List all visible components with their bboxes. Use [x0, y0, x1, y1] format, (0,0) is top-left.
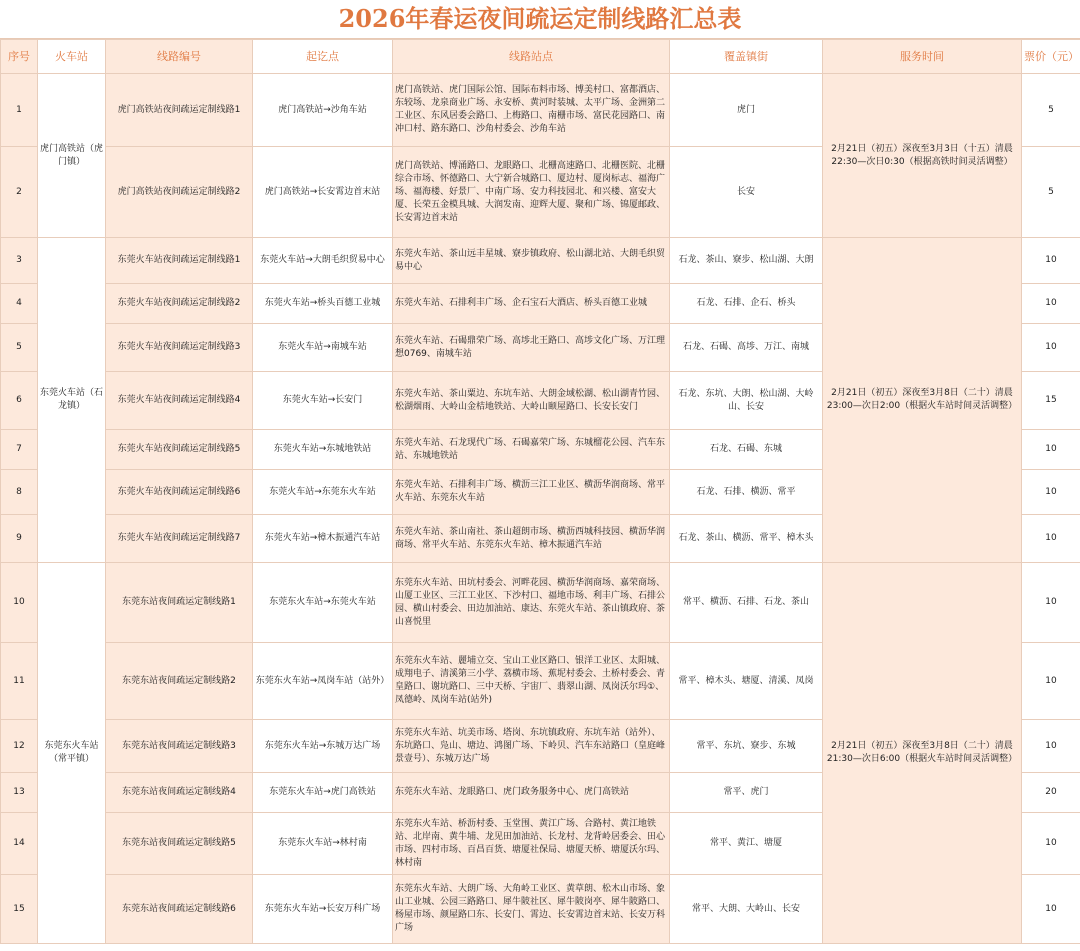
route-stops: 东莞东火车站、龙眼路口、虎门政务服务中心、虎门高铁站: [393, 773, 670, 813]
route-code: 东莞东站夜间疏运定制线路4: [106, 773, 253, 813]
route-price: 10: [1022, 470, 1080, 515]
route-stops: 虎门高铁站、虎门国际公馆、国际布料市场、博美村口、富都酒店、东较场、龙泉商业广场、永安桥、黄河时装城、太平广场、金洲第二工业区、东风居委会路口、上梅路口、南栅市场、富民花园路口、南冲口村、路东路口、沙角村委会、沙角车站: [393, 74, 670, 147]
row-seq: 3: [1, 238, 38, 284]
route-stops: 虎门高铁站、博涌路口、龙眼路口、北栅高速路口、北栅医院、北栅综合市场、怀德路口、大宁新合城路口、厦边村、厦岗标志、福海广场、福海楼、好景厂、中南广场、安力科技园北、和兴楼、富安大厦、长荣五金模具城、大润发南、迎辉大厦、聚和广场、锦厦邮政、长安霄边首末站: [393, 147, 670, 238]
route-price: 10: [1022, 875, 1080, 944]
row-seq: 12: [1, 720, 38, 773]
route-table: [0, 39, 1080, 944]
route-price: 10: [1022, 284, 1080, 324]
route-endpoints: 东莞东火车站→虎门高铁站: [253, 773, 393, 813]
header-stops: 线路站点: [393, 40, 670, 74]
route-code: 东莞东站夜间疏运定制线路6: [106, 875, 253, 944]
header-row: [1, 40, 1080, 74]
route-endpoints: 东莞火车站→长安门: [253, 372, 393, 430]
route-price: 5: [1022, 74, 1080, 147]
row-seq: 4: [1, 284, 38, 324]
route-code: 东莞火车站夜间疏运定制线路1: [106, 238, 253, 284]
route-endpoints: 东莞火车站→桥头百德工业城: [253, 284, 393, 324]
route-stops: 东莞火车站、茶山南社、茶山超朗市场、横沥西城科技园、横沥华润商场、常平火车站、东莞东火车站、樟木振通汽车站: [393, 515, 670, 563]
route-endpoints: 东莞东火车站→凤岗车站（站外）: [253, 643, 393, 720]
route-price: 10: [1022, 238, 1080, 284]
route-towns: 常平、黄江、塘厦: [670, 813, 823, 875]
row-seq: 8: [1, 470, 38, 515]
service-time-cell: 2月21日（初五）深夜至3月3日（十五）清晨22:30—次日0:30（根据高铁时间灵活调整）: [823, 74, 1022, 238]
table-title: 2026年春运夜间疏运定制线路汇总表: [0, 0, 1080, 39]
route-code: 东莞火车站夜间疏运定制线路5: [106, 430, 253, 470]
table-row: [1, 238, 1080, 284]
route-towns: 石龙、茶山、横沥、常平、樟木头: [670, 515, 823, 563]
route-stops: 东莞火车站、茶山粟边、东坑车站、大朗金域松湖、松山湖青竹园、松湖烟雨、大岭山金桔地铁站、大岭山颐屋路口、长安长安门: [393, 372, 670, 430]
route-towns: 常平、横沥、石排、石龙、茶山: [670, 563, 823, 643]
route-price: 10: [1022, 563, 1080, 643]
route-towns: 石龙、东坑、大朗、松山湖、大岭山、长安: [670, 372, 823, 430]
route-stops: 东莞火车站、石碣鼎荣广场、高埗北王路口、高埗文化广场、万江理想0769、南城车站: [393, 324, 670, 372]
route-price: 10: [1022, 813, 1080, 875]
route-stops: 东莞火车站、茶山远丰星城、寮步镇政府、松山湖北站、大朗毛织贸易中心: [393, 238, 670, 284]
route-price: 10: [1022, 720, 1080, 773]
route-code: 东莞东站夜间疏运定制线路3: [106, 720, 253, 773]
route-endpoints: 东莞火车站→大朗毛织贸易中心: [253, 238, 393, 284]
route-code: 东莞火车站夜间疏运定制线路7: [106, 515, 253, 563]
route-towns: 石龙、石排、横沥、常平: [670, 470, 823, 515]
header-towns: 覆盖镇街: [670, 40, 823, 74]
route-endpoints: 东莞火车站→樟木振通汽车站: [253, 515, 393, 563]
route-stops: 东莞火车站、石排利丰广场、企石宝石大酒店、桥头百德工业城: [393, 284, 670, 324]
header-time: 服务时间: [823, 40, 1022, 74]
row-seq: 2: [1, 147, 38, 238]
route-towns: 常平、虎门: [670, 773, 823, 813]
route-towns: 石龙、石排、企石、桥头: [670, 284, 823, 324]
row-seq: 15: [1, 875, 38, 944]
station-cell: 虎门高铁站（虎门镇）: [38, 74, 106, 238]
row-seq: 10: [1, 563, 38, 643]
header-price: 票价（元）: [1022, 40, 1080, 74]
route-code: 东莞东站夜间疏运定制线路2: [106, 643, 253, 720]
route-endpoints: 虎门高铁站→长安霄边首末站: [253, 147, 393, 238]
table-row: [1, 563, 1080, 643]
route-price: 15: [1022, 372, 1080, 430]
route-code: 虎门高铁站夜间疏运定制线路1: [106, 74, 253, 147]
header-code: 线路编号: [106, 40, 253, 74]
row-seq: 14: [1, 813, 38, 875]
route-code: 东莞火车站夜间疏运定制线路3: [106, 324, 253, 372]
route-towns: 虎门: [670, 74, 823, 147]
table-row: [1, 74, 1080, 147]
route-endpoints: 东莞火车站→南城车站: [253, 324, 393, 372]
route-price: 5: [1022, 147, 1080, 238]
route-towns: 常平、大朗、大岭山、长安: [670, 875, 823, 944]
route-price: 20: [1022, 773, 1080, 813]
route-code: 东莞东站夜间疏运定制线路1: [106, 563, 253, 643]
route-towns: 常平、樟木头、塘厦、清溪、凤岗: [670, 643, 823, 720]
row-seq: 11: [1, 643, 38, 720]
route-price: 10: [1022, 515, 1080, 563]
service-time-cell: 2月21日（初五）深夜至3月8日（二十）清晨23:00—次日2:00（根据火车站时间灵活调整）: [823, 238, 1022, 563]
station-cell: 东莞火车站（石龙镇）: [38, 238, 106, 563]
route-stops: 东莞火车站、石龙现代广场、石碣嘉荣广场、东城榴花公园、汽车东站、东城地铁站: [393, 430, 670, 470]
row-seq: 1: [1, 74, 38, 147]
route-price: 10: [1022, 324, 1080, 372]
route-endpoints: 东莞东火车站→东莞火车站: [253, 563, 393, 643]
route-code: 东莞火车站夜间疏运定制线路2: [106, 284, 253, 324]
row-seq: 5: [1, 324, 38, 372]
route-endpoints: 东莞东火车站→东城万达广场: [253, 720, 393, 773]
header-seq: 序号: [1, 40, 38, 74]
route-endpoints: 东莞东火车站→长安万科广场: [253, 875, 393, 944]
route-stops: 东莞东火车站、田坑村委会、河畔花园、横沥华润商场、嘉荣商场、山厦工业区、三江工业区、下沙村口、福地市场、利丰广场、石排公园、横山村委会、田边加油站、康达、东莞火车站、茶山镇政府、茶山喜悦里: [393, 563, 670, 643]
route-towns: 常平、东坑、寮步、东城: [670, 720, 823, 773]
route-endpoints: 东莞火车站→东莞东火车站: [253, 470, 393, 515]
route-towns: 石龙、石碣、高埗、万江、南城: [670, 324, 823, 372]
route-code: 东莞火车站夜间疏运定制线路6: [106, 470, 253, 515]
route-towns: 长安: [670, 147, 823, 238]
route-stops: 东莞东火车站、大朗广场、大角岭工业区、黄草朗、松木山市场、象山工业城、公园三路路口、犀牛陂社区、犀牛陂岗亭、犀牛陂路口、杨屋市场、颜屋路口东、长安门、霄边、长安霄边首末站、长安万科广场: [393, 875, 670, 944]
row-seq: 7: [1, 430, 38, 470]
route-towns: 石龙、茶山、寮步、松山湖、大朗: [670, 238, 823, 284]
route-towns: 石龙、石碣、东城: [670, 430, 823, 470]
service-time-cell: 2月21日（初五）深夜至3月8日（二十）清晨21:30—次日6:00（根据火车站时间灵活调整）: [823, 563, 1022, 944]
route-stops: 东莞东火车站、桥沥村委、玉堂围、黄江广场、合路村、黄江地铁站、北岸南、黄牛埔、龙见田加油站、长龙村、龙背岭居委会、田心市场、四村市场、百昌百货、塘厦社保局、塘厦天桥、塘厦沃尔玛、林村南: [393, 813, 670, 875]
row-seq: 9: [1, 515, 38, 563]
route-price: 10: [1022, 643, 1080, 720]
route-endpoints: 东莞东火车站→林村南: [253, 813, 393, 875]
route-code: 东莞东站夜间疏运定制线路5: [106, 813, 253, 875]
route-code: 东莞火车站夜间疏运定制线路4: [106, 372, 253, 430]
route-code: 虎门高铁站夜间疏运定制线路2: [106, 147, 253, 238]
row-seq: 13: [1, 773, 38, 813]
route-stops: 东莞火车站、石排利丰广场、横沥三江工业区、横沥华润商场、常平火车站、东莞东火车站: [393, 470, 670, 515]
row-seq: 6: [1, 372, 38, 430]
station-cell: 东莞东火车站（常平镇）: [38, 563, 106, 944]
header-station: 火车站: [38, 40, 106, 74]
route-stops: 东莞东火车站、麗埔立交、宝山工业区路口、银洋工业区、太阳城、成翔电子、清溪第三小学、荔横市场、蕉坭村委会、土桥村委会、青皇路口、谢坑路口、三中天桥、宇宙厂、翡翠山湖、凤岗沃尔玛①、凤德岭、凤岗车站(站外): [393, 643, 670, 720]
route-stops: 东莞东火车站、坑美市场、塔岗、东坑镇政府、东坑车站（站外）、东坑路口、凫山、塘边、鸿图广场、下岭贝、汽车东站路口（皇庭峰景壹号）、东城万达广场: [393, 720, 670, 773]
route-endpoints: 东莞火车站→东城地铁站: [253, 430, 393, 470]
route-price: 10: [1022, 430, 1080, 470]
route-endpoints: 虎门高铁站→沙角车站: [253, 74, 393, 147]
header-endpoints: 起讫点: [253, 40, 393, 74]
